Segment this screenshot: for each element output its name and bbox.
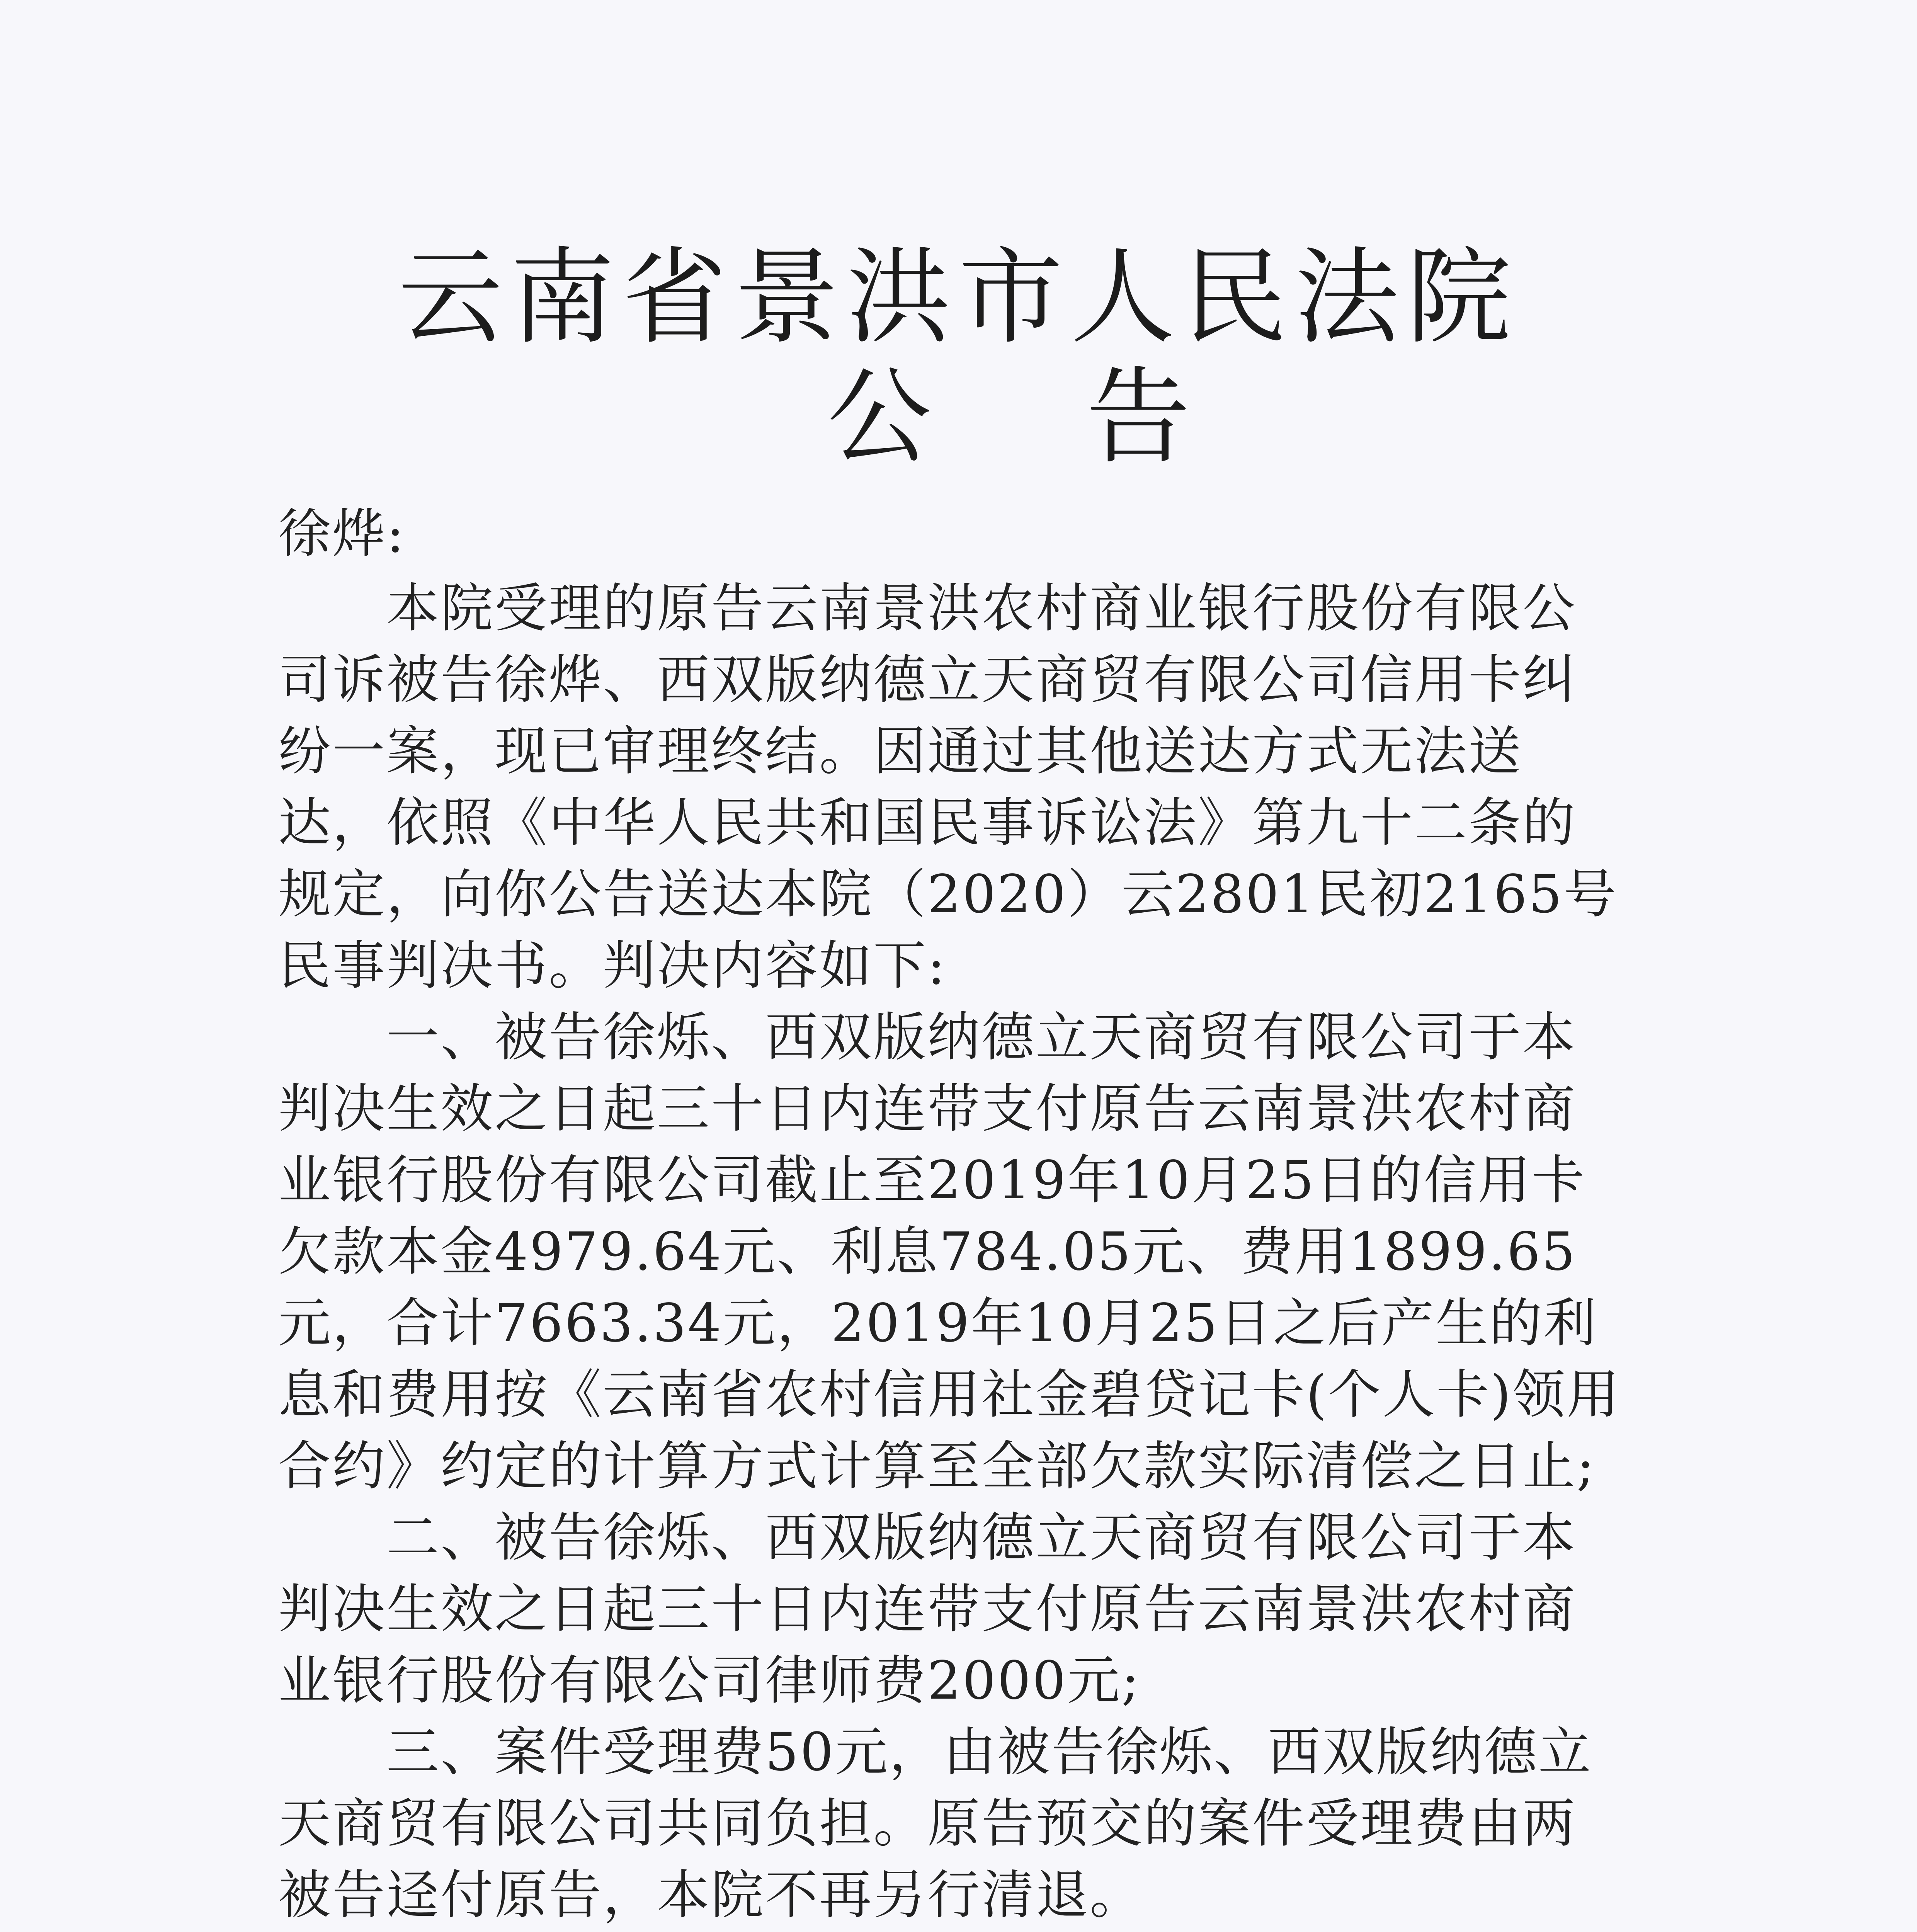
paragraph-judgment-2: 二、被告徐烁、西双版纳德立天商贸有限公司于本判决生效之日起三十日内连带支付原告云南景洪农村商业银行股份有限公司律师费2000元; [278, 1507, 1577, 1711]
paragraph-judgment-1: 一、被告徐烁、西双版纳德立天商贸有限公司于本判决生效之日起三十日内连带支付原告云南景洪农村商业银行股份有限公司截止至2019年10月25日的信用卡欠款本金4979.64元、利息784.05元、费用1899.65元，合计7663.34元，2019年10月25日之后产生的利息和费用按《云南省农村信用社金碧贷记卡(个人卡)领用合约》约定的计算方式计算至全部欠款实际清偿之日止; [278, 1007, 1621, 1497]
paragraph-intro: 本院受理的原告云南景洪农村商业银行股份有限公司诉被告徐烨、西双版纳德立天商贸有限公司信用卡纠纷一案，现已审理终结。因通过其他送达方式无法送达，依照《中华人民共和国民事诉讼法》第九十二条的规定，向你公告送达本院（2020）云2801民初2165号民事判决书。判决内容如下: [278, 578, 1618, 997]
notice-body [278, 498, 1623, 1932]
paragraph-judgment-3: 三、案件受理费50元，由被告徐烁、西双版纳德立天商贸有限公司共同负担。原告预交的案件受理费由两被告迳付原告，本院不再另行清退。 [278, 1722, 1593, 1926]
addressee: 徐烨: [278, 503, 406, 565]
notice-title: 公告 [827, 356, 1345, 478]
court-title: 云南省景洪市人民法院 [398, 236, 1519, 358]
